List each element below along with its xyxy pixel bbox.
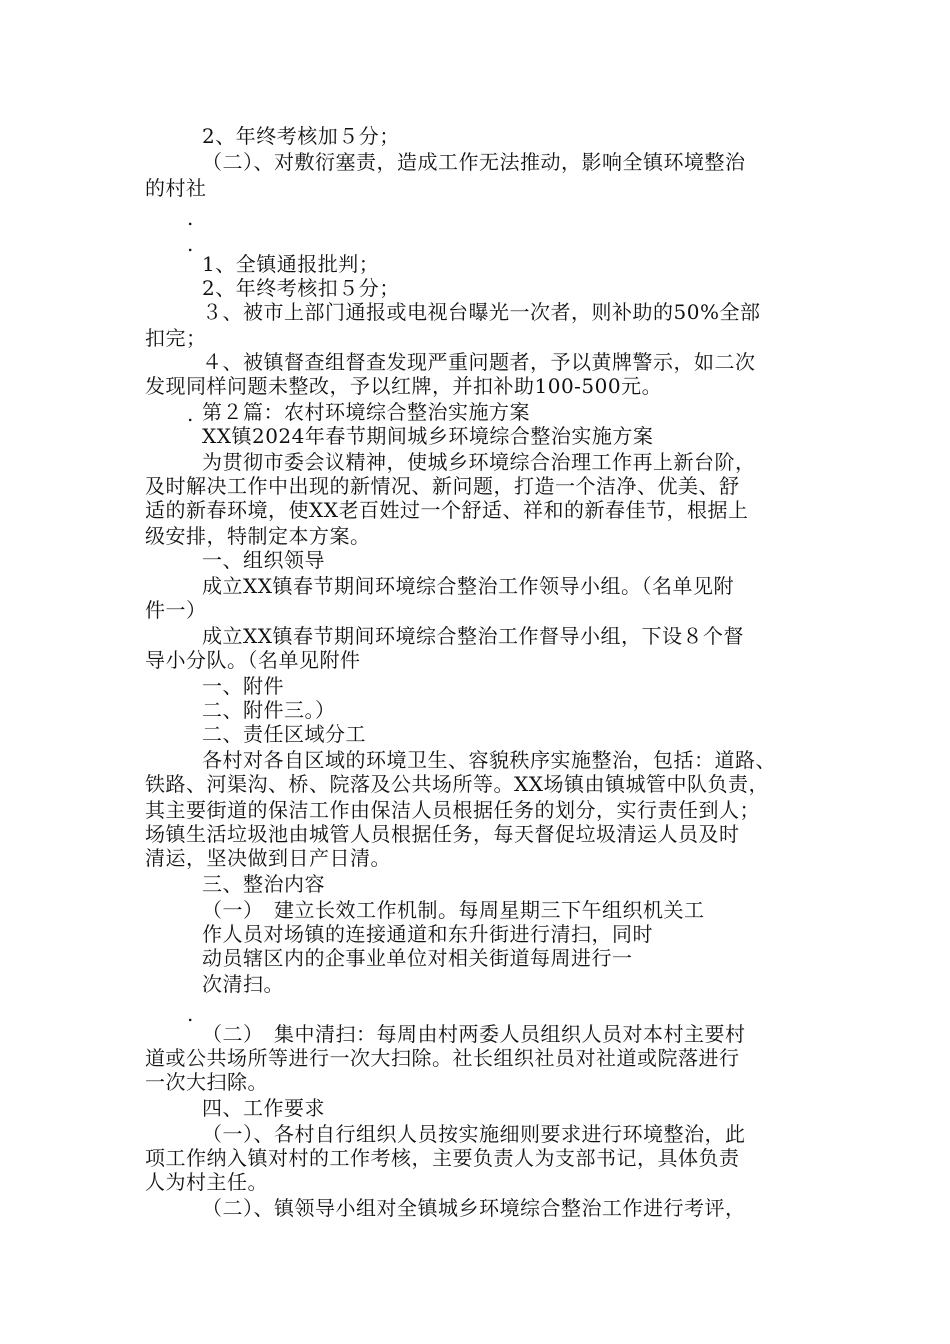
dot-marker: . <box>187 206 194 230</box>
text-line: 人为村主任。 <box>145 1170 268 1194</box>
text-line: 1、全镇通报批判； <box>202 252 380 276</box>
text-line: 铁路、河渠沟、桥、院落及公共场所等。XX场镇由镇城管中队负责， <box>145 772 769 796</box>
dot-marker: . <box>187 402 194 426</box>
text-line: 成立XX镇春节期间环境综合整治工作督导小组，下设８个督 <box>202 624 744 648</box>
text-line: 一次大扫除。 <box>145 1070 268 1094</box>
text-line: 及时解决工作中出现的新情况、新问题，打造一个洁净、优美、舒 <box>145 474 740 498</box>
text-line: 发现同样问题未整改，予以红牌，并扣补助100-500元。 <box>145 374 663 398</box>
text-line: 为贯彻市委会议精神，使城乡环境综合治理工作再上新台阶， <box>202 450 756 474</box>
text-line: 各村对各自区域的环境卫生、容貌秩序实施整治，包括：道路、 <box>202 748 776 772</box>
section-heading: 二、责任区域分工 <box>202 722 366 746</box>
text-line: 清运，坚决做到日产日清。 <box>145 846 391 870</box>
text-line: 次清扫。 <box>202 972 284 996</box>
text-line: 2、年终考核加５分； <box>202 124 400 148</box>
section-heading: 一、组织领导 <box>202 548 325 572</box>
text-line: （一） 建立长效工作机制。每周星期三下午组织机关工 <box>202 898 705 922</box>
text-line: 一、附件 <box>202 674 284 698</box>
text-line: 扣完； <box>145 326 207 350</box>
text-line: 级安排，特制定本方案。 <box>145 524 371 548</box>
text-line: 道或公共场所等进行一次大扫除。社长组织社员对社道或院落进行 <box>145 1046 740 1070</box>
text-line: 其主要街道的保洁工作由保洁人员根据任务的划分，实行责任到人； <box>145 798 760 822</box>
text-line: 场镇生活垃圾池由城管人员根据任务，每天督促垃圾清运人员及时 <box>145 822 740 846</box>
text-line: 作人员对场镇的连接通道和东升街进行清扫，同时 <box>202 922 653 946</box>
text-line: ３、被市上部门通报或电视台曝光一次者，则补助的50%全部 <box>202 300 761 324</box>
text-line: （二）、镇领导小组对全镇城乡环境综合整治工作进行考评， <box>202 1196 746 1220</box>
section-heading: 三、整治内容 <box>202 872 325 896</box>
text-line: 成立XX镇春节期间环境综合整治工作领导小组。（名单见附 <box>202 574 734 598</box>
text-line: 动员辖区内的企事业单位对相关街道每周进行一 <box>202 946 633 970</box>
text-line: 2、年终考核扣５分； <box>202 276 400 300</box>
section-heading: 四、工作要求 <box>202 1096 325 1120</box>
text-line: ４、被镇督查组督查发现严重问题者，予以黄牌警示，如二次 <box>202 350 756 374</box>
document-title: XX镇2024年春节期间城乡环境综合整治实施方案 <box>202 424 654 448</box>
dot-marker: . <box>187 232 194 256</box>
text-line: （一）、各村自行组织人员按实施细则要求进行环境整治，此 <box>202 1122 746 1146</box>
text-line: 导小分队。（名单见附件 <box>145 648 361 672</box>
text-line: 的村社 <box>145 176 207 200</box>
text-line: 项工作纳入镇对村的工作考核，主要负责人为支部书记，具体负责 <box>145 1146 740 1170</box>
text-line: 适的新春环境，使XX老百姓过一个舒适、祥和的新春佳节，根据上 <box>145 498 749 522</box>
text-line: 件一） <box>145 598 207 622</box>
text-line: （二）、对敷衍塞责，造成工作无法推动，影响全镇环境整治 <box>202 150 746 174</box>
dot-marker: . <box>187 1002 194 1026</box>
section-heading: 第２篇：农村环境综合整治实施方案 <box>202 400 530 424</box>
text-line: 二、附件三。） <box>202 698 336 722</box>
text-line: （二） 集中清扫：每周由村两委人员组织人员对本村主要村 <box>202 1022 746 1046</box>
